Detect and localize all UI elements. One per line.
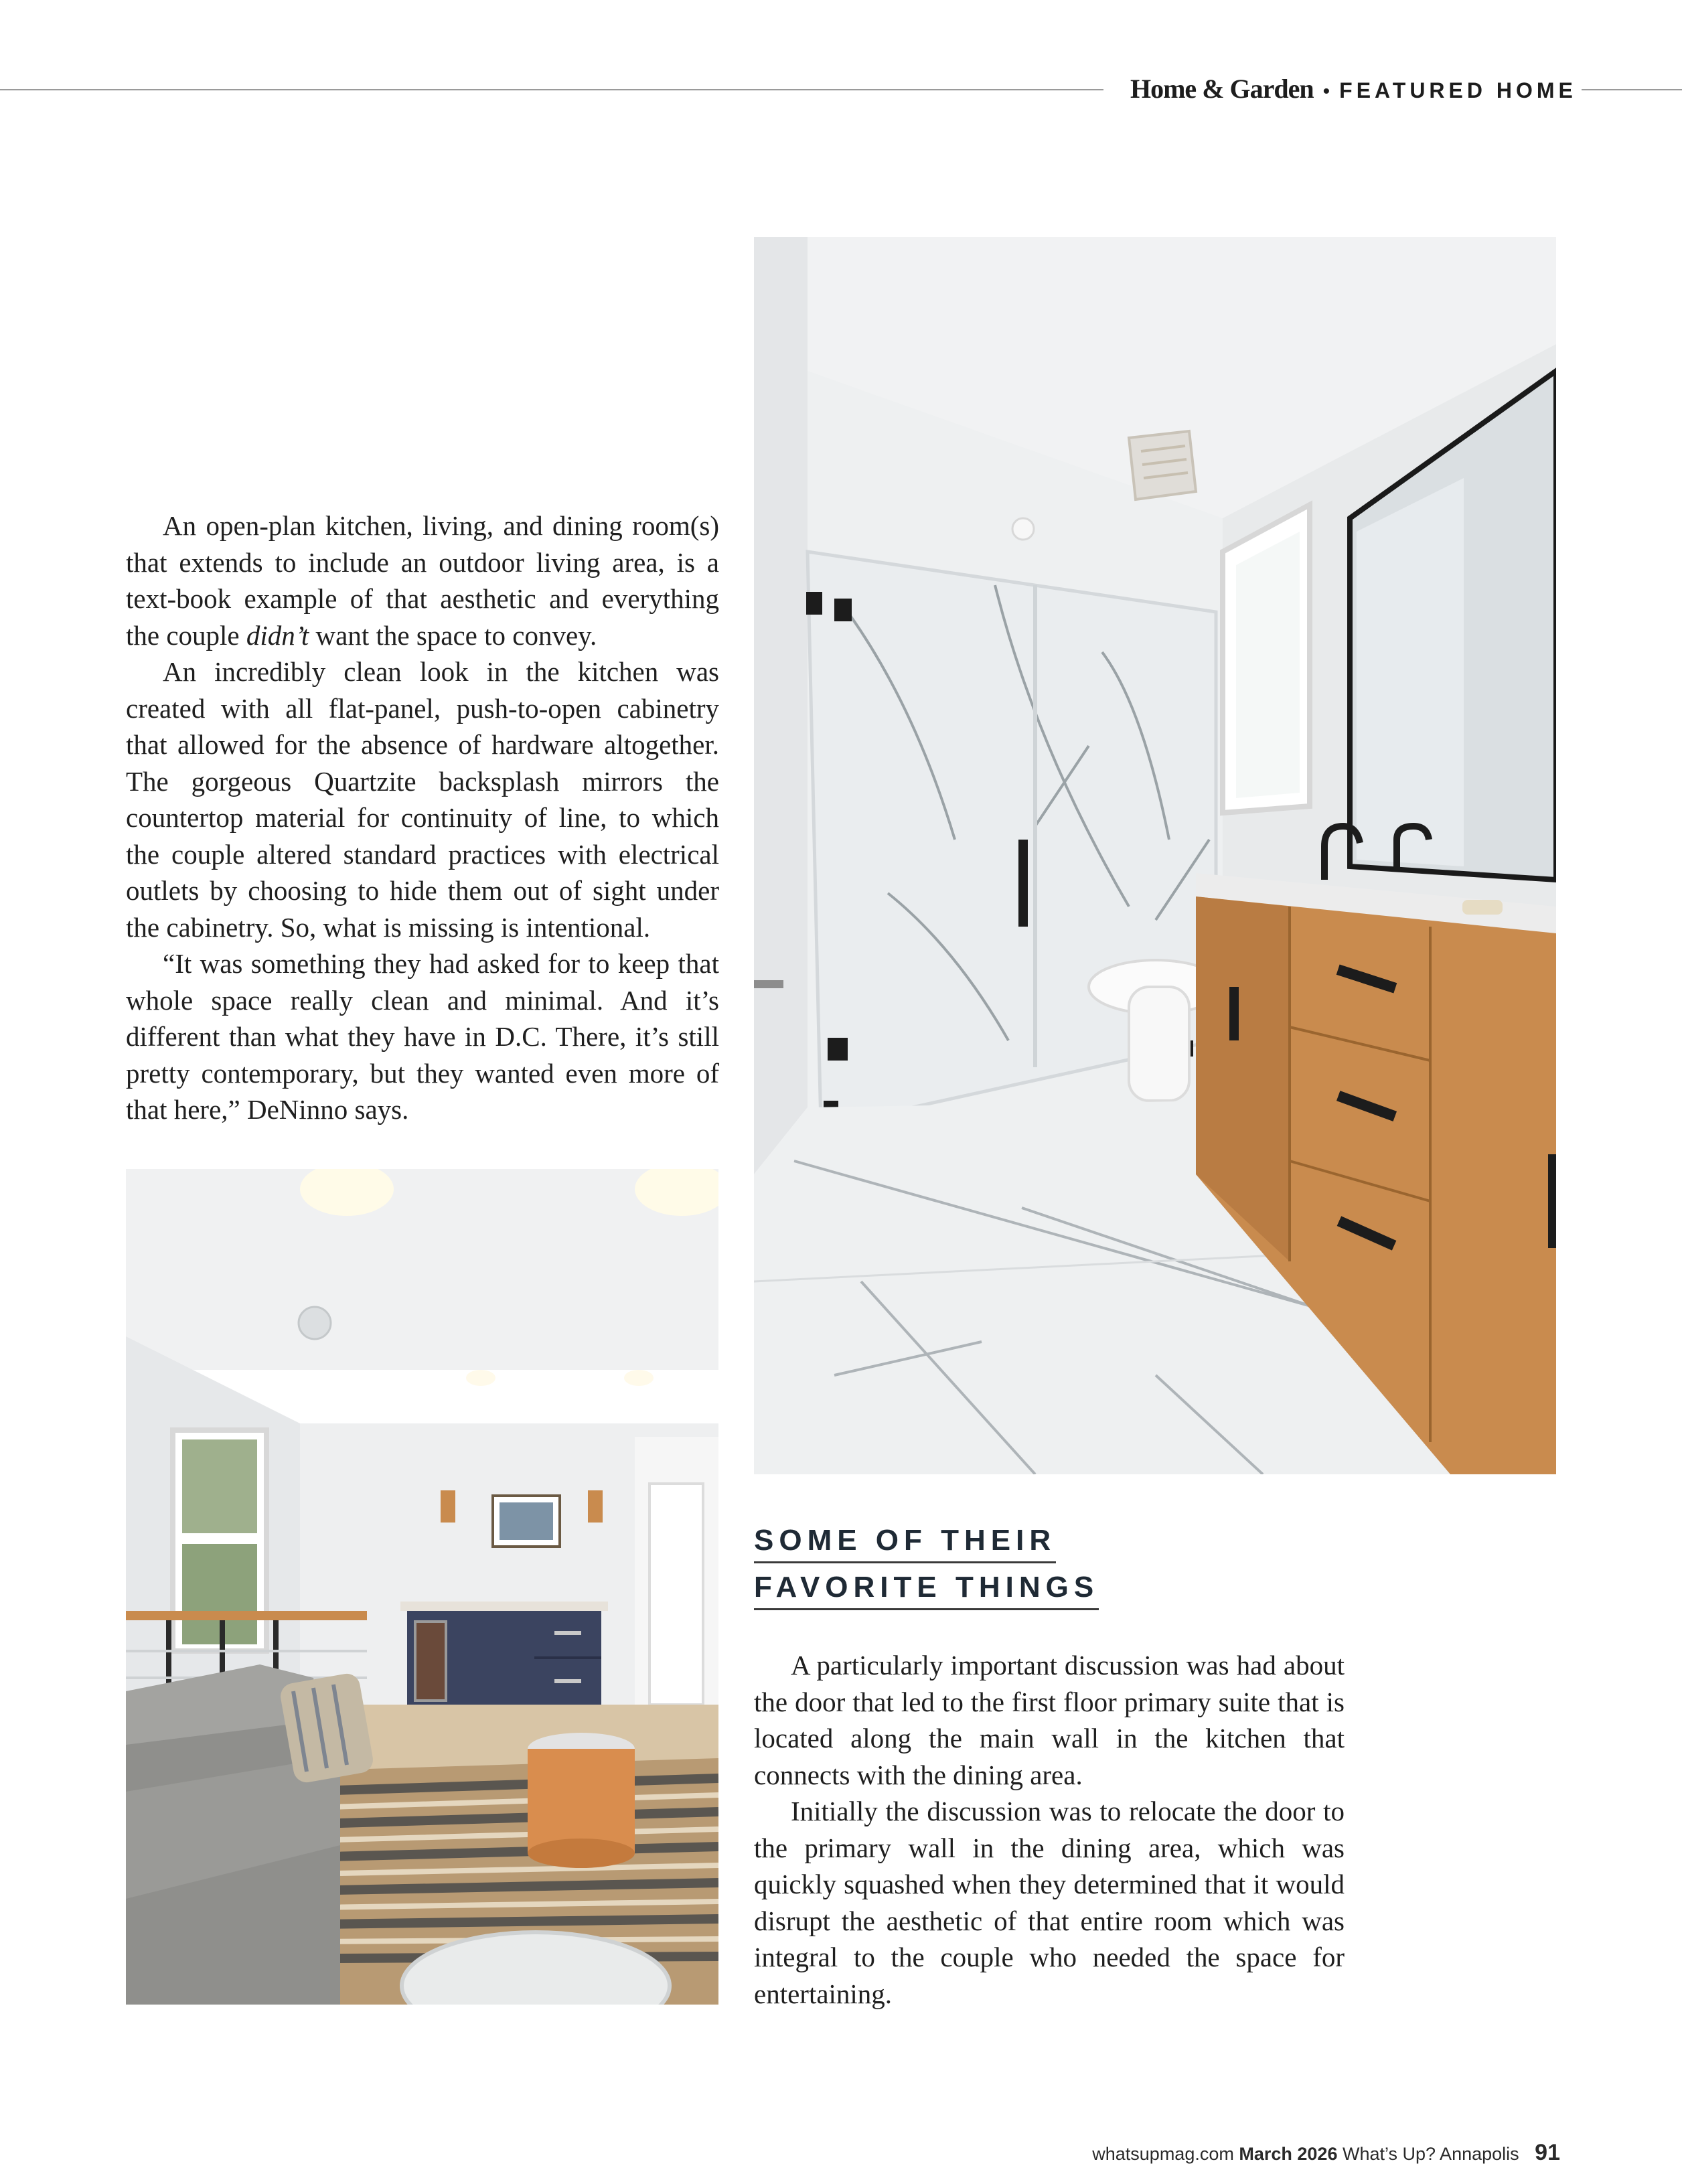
paragraph: “It was something they had asked for to keep that whole space really clean and minimal. And it’s different than what they have in D.C. There, it’s still pretty contemporary, but they wanted even more of that here,” DeNinno says. (126, 948, 719, 1125)
paragraph: Initially the discussion was to relocate the door to the primary wall in the dining area, which was quickly squashed when they determined that it would disrupt the aesthetic of that entire room which was integral to the couple who needed the space for entertaining. (754, 1796, 1345, 2009)
footer-publication: What’s Up? Annapolis (1342, 2144, 1519, 2164)
paragraph: An open-plan kitchen, living, and dining room(s) that extends to include an outdoor living area, is a text-book example of that aesthetic and everything the couple didn’t want the space to convey. (126, 510, 719, 651)
paragraph: An incredibly clean look in the kitchen was created with all flat-panel, push-to-open cabinetry that allowed for the absence of hardware altogether. The gorgeous Quartzite backsplash mirrors the countertop material for continuity of line, to which the couple altered standard practices with electrical outlets by choosing to hide them out of sight under the cabinetry. So, what is missing is intentional. (126, 656, 719, 943)
header-rule-right (1582, 89, 1682, 90)
header-section: FEATURED HOME (1339, 78, 1577, 102)
bathroom-photo (754, 237, 1556, 1474)
sidebar-heading-line2: FAVORITE THINGS (754, 1571, 1099, 1610)
page-number: 91 (1535, 2140, 1560, 2165)
bathroom-illustration (754, 237, 1556, 1474)
header-brand: Home & Garden (1130, 74, 1314, 104)
sidebar-heading-line1: SOME OF THEIR (754, 1524, 1056, 1563)
paragraph: A particularly important discussion was had about the door that led to the first floor primary suite that is located along the main wall in the kitchen that connects with the dining area. (754, 1650, 1345, 1790)
header-separator: • (1322, 80, 1330, 102)
page-footer (1092, 2140, 1560, 2166)
running-header (1130, 67, 1577, 114)
header-rule-left (0, 89, 1103, 90)
emphasis: didn’t (246, 619, 309, 651)
article-column-left (126, 508, 719, 1128)
article-column-right (754, 1647, 1345, 2012)
footer-issue: March 2026 (1239, 2144, 1338, 2164)
living-room-photo (126, 1169, 718, 2005)
footer-site: whatsupmag.com (1092, 2144, 1234, 2164)
living-room-illustration (126, 1169, 718, 2005)
